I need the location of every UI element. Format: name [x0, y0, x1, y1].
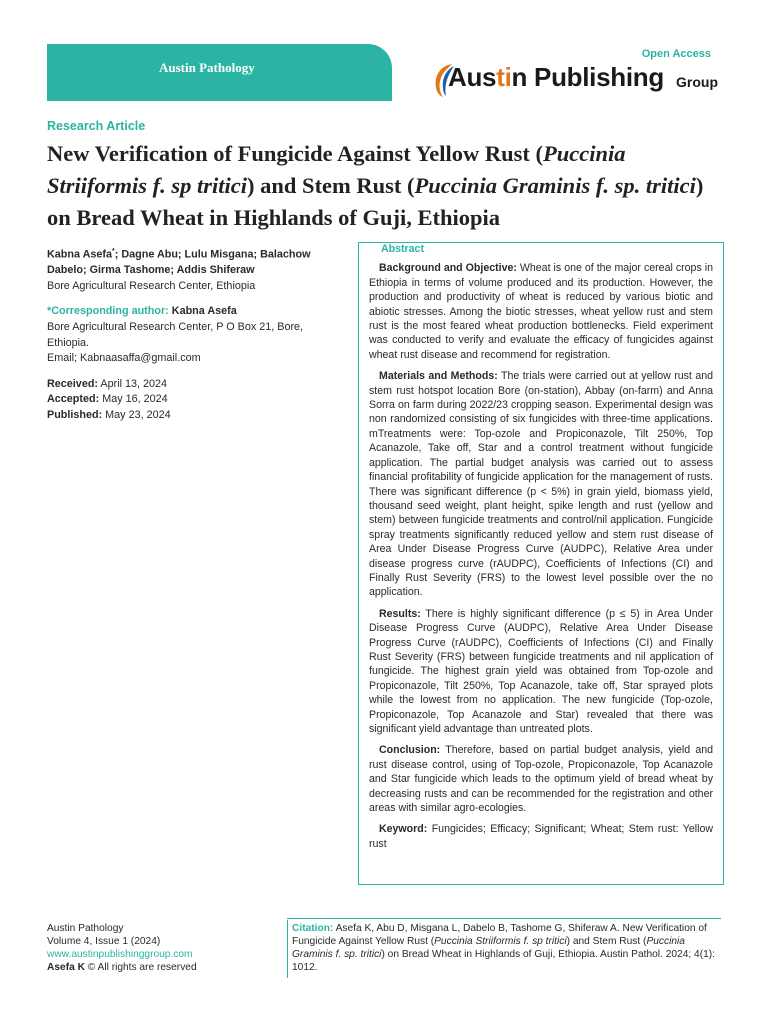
- article-title: New Verification of Fungicide Against Yellow Rust (Puccinia Striiformis f. sp tritici) and Stem Rust (Puccinia Graminis f. sp. tritici) on Bread Wheat in Highlands of Guji, Ethiopia: [47, 141, 704, 230]
- journal-banner: [47, 44, 392, 99]
- banner-underline: [47, 99, 392, 101]
- published-date: Published: May 23, 2024: [47, 408, 171, 421]
- publisher-logo: [432, 60, 722, 100]
- abstract-conclusion: Conclusion: Therefore, based on partial budget analysis, yield and rust disease control, using of Top-ozole, Propiconazole, Top Acanazole and Star fungicide which leads to the optimum yield of bread wheat by decreasing rusts and can be recommended for the registration and other areas with similar agro-ecologies.: [369, 744, 713, 815]
- author-info: [47, 244, 332, 424]
- abstract-box: [358, 242, 724, 885]
- open-access-label: Open Access: [641, 48, 711, 60]
- abstract-results: Results: There is highly significant difference (p ≤ 5) in Area Under Disease Progress Curve (AUDPC), Relative Area Under Disease Progress Curve (rAUDPC), Coefficients of Infections (CI) and Finally Rust Severity (FRS) between fungicide treatments and nil application of fungicide. The highest grain yield was obtained from Top-ozole and Propiconazole, Tilt 250%, Top Acanazole, take off, Star sprayed plots while the lowest from no application. The new fungicide (Top-ozole, Propiconazole, Top Acanazole and Star) revealed that there was significant yield advantage than untreated plots.: [369, 607, 713, 735]
- corresponding-email[interactable]: Email; Kabnaasaffa@gmail.com: [47, 352, 201, 365]
- footer-volume: Volume 4, Issue 1 (2024): [47, 936, 161, 947]
- accepted-date: Accepted: May 16, 2024: [47, 393, 168, 406]
- footer-journal: Austin Pathology: [47, 923, 124, 934]
- publisher-wordmark: Austin Publishing: [448, 62, 664, 92]
- footer-website-link[interactable]: www.austinpublishinggroup.com: [47, 949, 193, 960]
- publisher-group-label: Group: [676, 74, 718, 90]
- received-date: Received: April 13, 2024: [47, 377, 168, 390]
- abstract-background: Background and Objective: Wheat is one of the major cereal crops in Ethiopia in terms of volume produced and its production. However, the production and productivity of wheat is reduced by various biotic and abiotic stresses. Among the biotic stresses, wheat yellow rust and stem rust is the most feared wheat production bottlenecks. Field experiment was conducted to verify and evaluate the efficacy of fungicides against wheat rust disease and recommend for registration.: [369, 262, 713, 361]
- footer-journal-info: [47, 922, 282, 974]
- corresponding-author: *Corresponding author: Kabna Asefa: [47, 305, 237, 318]
- author-list: Kabna Asefa*; Dagne Abu; Lulu Misgana; Balachow Dabelo; Girma Tashome; Addis Shiferaw: [47, 248, 311, 277]
- footer-divider: [287, 918, 721, 919]
- abstract-methods: Materials and Methods: The trials were carried out at yellow rust and stem rust hotspot location Bore (on-station), Abbay (on-farm) and Anna Sorra on farm during 2022/23 cropping season. Experimental design was non randomized consisting of six fungicides with three-time applications. mTreatments were: Top-ozole and Propiconazole, Tilt 250%, Top Acanazole, Take off, Star and a control treatment without fungicide application. The partial budget analysis was carried out to assess financial profitability of fungicide application for the management of rusts. There was significant difference (p < 5%) in grain yield, biomass yield, thousand seed weight, plant height, spike length and rust (yellow and stem) between fungicide treatments and control/nil application. Fungicide spray treatments significantly reduced yellow and stem rust disease of Area Under Disease Progress Curve (AUDPC), Relative Area under disease progress curve (rAUDPC), Coefficients of Infections (CI) and Finally Rust Severity (FRS) to the lowest level possible over the no application.: [369, 370, 713, 599]
- footer-citation: Citation: Asefa K, Abu D, Misgana L, Dabelo B, Tashome G, Shiferaw A. New Verification of Fungicide Against Yellow Rust (Puccinia Striiformis f. sp tritici) and Stem Rust (Puccinia Graminis f. sp. tritici) on Bread Wheat in Highlands of Guji, Ethiopia. Austin Pathol. 2024; 4(1): 1012.: [287, 920, 721, 978]
- corresponding-address: Bore Agricultural Research Center, P O Box 21, Bore, Ethiopia.: [47, 320, 304, 349]
- affiliation: Bore Agricultural Research Center, Ethiopia: [47, 279, 256, 292]
- article-type: Research Article: [47, 119, 146, 133]
- footer-copyright: Asefa K © All rights are reserved: [47, 962, 197, 973]
- abstract-heading: Abstract: [381, 243, 424, 255]
- abstract-keywords: Keyword: Fungicides; Efficacy; Significant; Wheat; Stem rust: Yellow rust: [369, 823, 713, 850]
- journal-name: Austin Pathology: [159, 60, 255, 75]
